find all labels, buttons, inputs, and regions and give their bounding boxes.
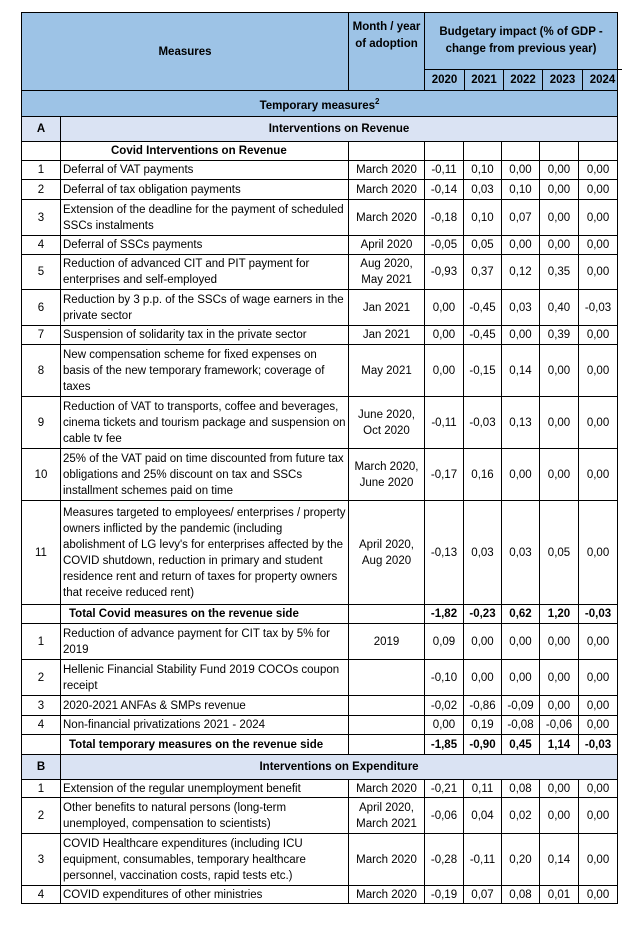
- table-row: [22, 716, 618, 735]
- other-revenue-row-value-2021: -0,86: [464, 696, 502, 716]
- covid-revenue-row-number: 6: [22, 290, 61, 326]
- table-row: [22, 449, 618, 501]
- expenditure-row-value-2020: -0,21: [425, 780, 464, 798]
- section-a-letter: A: [22, 117, 61, 142]
- covid-revenue-row-value-2020: -0,93: [425, 255, 464, 290]
- expenditure-row-value-2021: -0,11: [464, 834, 502, 886]
- table-row: [22, 397, 618, 449]
- expenditure-row-value-2023: 0,00: [540, 780, 579, 798]
- table-row: [22, 161, 618, 180]
- covid-revenue-row-value-2024: 0,00: [579, 180, 618, 200]
- covid-revenue-row-adoption-date: March 2020: [349, 180, 425, 200]
- covid-revenue-row-number: 1: [22, 161, 61, 180]
- expenditure-row-value-2020: -0,19: [425, 886, 464, 904]
- table-row: [22, 501, 618, 605]
- covid-revenue-row-value-2022: 0,00: [502, 161, 540, 180]
- covid-revenue-row-measure: 25% of the VAT paid on time discounted from future tax obligations and 25% discount on tax and SSCs installment schemes paid on time: [61, 449, 349, 501]
- covid-revenue-row-number: 9: [22, 397, 61, 449]
- covid-revenue-row-value-2021: 0,10: [464, 161, 502, 180]
- other-revenue-row-value-2021: 0,19: [464, 716, 502, 735]
- covid-title-date-blank: [349, 142, 425, 161]
- covid-revenue-row-value-2021: -0,03: [464, 397, 502, 449]
- expenditure-row-value-2024: 0,00: [579, 780, 618, 798]
- covid-revenue-row-value-2022: 0,10: [502, 180, 540, 200]
- covid-revenue-row-value-2024: 0,00: [579, 345, 618, 397]
- covid-revenue-row-value-2022: 0,00: [502, 449, 540, 501]
- covid-revenue-row-value-2023: 0,40: [540, 290, 579, 326]
- year-header-2024: 2024: [582, 69, 622, 90]
- covid-revenue-total-row-value-2022: 0,62: [502, 605, 540, 624]
- expenditure-row-measure: Other benefits to natural persons (long-term unemployed, compensation to scientists): [61, 798, 349, 834]
- covid-revenue-row-measure: Deferral of VAT payments: [61, 161, 349, 180]
- expenditure-row-value-2021: 0,04: [464, 798, 502, 834]
- header-row: [22, 13, 618, 91]
- other-revenue-row-value-2020: -0,10: [425, 660, 464, 696]
- covid-revenue-row-value-2024: 0,00: [579, 397, 618, 449]
- covid-revenue-row-value-2024: 0,00: [579, 161, 618, 180]
- other-revenue-row-number: 4: [22, 716, 61, 735]
- covid-revenue-row-measure: Reduction of advanced CIT and PIT payment for enterprises and self-employed: [61, 255, 349, 290]
- measures-header: Measures: [22, 13, 349, 91]
- other-revenue-row-adoption-date: 2019: [349, 624, 425, 660]
- other-revenue-row-measure: 2020-2021 ANFAs & SMPs revenue: [61, 696, 349, 716]
- covid-revenue-row-value-2023: 0,05: [540, 501, 579, 605]
- covid-revenue-row-value-2024: 0,00: [579, 200, 618, 236]
- covid-revenue-total-row-value-2021: -0,23: [464, 605, 502, 624]
- year-header-2020: 2020: [425, 69, 464, 90]
- other-revenue-row-value-2022: -0,08: [502, 716, 540, 735]
- covid-revenue-total-row-value-2020: -1,82: [425, 605, 464, 624]
- temporary-revenue-total-row-label: Total temporary measures on the revenue side: [61, 735, 349, 755]
- table-row: [22, 624, 618, 660]
- covid-revenue-row-value-2023: 0,00: [540, 397, 579, 449]
- other-revenue-row-measure: Reduction of advance payment for CIT tax by 5% for 2019: [61, 624, 349, 660]
- covid-revenue-row-measure: Extension of the deadline for the payment of scheduled SSCs instalments: [61, 200, 349, 236]
- expenditure-row-value-2023: 0,14: [540, 834, 579, 886]
- expenditure-row-number: 2: [22, 798, 61, 834]
- covid-revenue-row-value-2024: 0,00: [579, 326, 618, 345]
- expenditure-row-value-2020: -0,28: [425, 834, 464, 886]
- expenditure-row-value-2024: 0,00: [579, 886, 618, 904]
- temporary-title-text: Temporary measures: [259, 99, 376, 112]
- temporary-revenue-total-row-value-2022: 0,45: [502, 735, 540, 755]
- covid-title-value-blank: [464, 142, 502, 161]
- covid-revenue-row-value-2021: -0,45: [464, 326, 502, 345]
- covid-revenue-title: Covid Interventions on Revenue: [61, 142, 349, 161]
- covid-revenue-total-row: [22, 605, 618, 624]
- expenditure-row-value-2020: -0,06: [425, 798, 464, 834]
- covid-revenue-row-value-2024: 0,00: [579, 255, 618, 290]
- covid-revenue-row-value-2021: 0,03: [464, 501, 502, 605]
- covid-revenue-row-value-2023: 0,39: [540, 326, 579, 345]
- other-revenue-row-measure: Hellenic Financial Stability Fund 2019 COCOs coupon receipt: [61, 660, 349, 696]
- expenditure-row-value-2023: 0,00: [540, 798, 579, 834]
- expenditure-row-measure: Extension of the regular unemployment benefit: [61, 780, 349, 798]
- other-revenue-row-value-2022: 0,00: [502, 660, 540, 696]
- other-revenue-row-measure: Non-financial privatizations 2021 - 2024: [61, 716, 349, 735]
- covid-revenue-row-value-2022: 0,00: [502, 326, 540, 345]
- covid-revenue-row-value-2022: 0,13: [502, 397, 540, 449]
- covid-revenue-row-adoption-date: March 2020: [349, 200, 425, 236]
- covid-revenue-row-value-2021: 0,37: [464, 255, 502, 290]
- table-row: [22, 660, 618, 696]
- covid-revenue-row-value-2020: -0,11: [425, 161, 464, 180]
- covid-revenue-row-adoption-date: April 2020: [349, 236, 425, 255]
- covid-revenue-row-value-2024: -0,03: [579, 290, 618, 326]
- section-a-row: [22, 117, 618, 142]
- covid-revenue-total-row-value-2023: 1,20: [540, 605, 579, 624]
- covid-revenue-title-row: [22, 142, 618, 161]
- covid-revenue-row-number: 7: [22, 326, 61, 345]
- temporary-revenue-total-row-value-2024: -0,03: [579, 735, 618, 755]
- expenditure-row-number: 3: [22, 834, 61, 886]
- covid-revenue-row-value-2023: 0,00: [540, 180, 579, 200]
- year-header-2021: 2021: [464, 69, 503, 90]
- expenditure-row-adoption-date: March 2020: [349, 834, 425, 886]
- covid-revenue-row-value-2024: 0,00: [579, 501, 618, 605]
- table-row: [22, 180, 618, 200]
- expenditure-row-measure: COVID Healthcare expenditures (including ICU equipment, consumables, temporary healthcare personnel, vaccination costs, rapid tests etc.): [61, 834, 349, 886]
- other-revenue-row-value-2024: 0,00: [579, 624, 618, 660]
- covid-revenue-row-value-2024: 0,00: [579, 449, 618, 501]
- table-row: [22, 326, 618, 345]
- covid-revenue-row-number: 4: [22, 236, 61, 255]
- other-revenue-row-number: 3: [22, 696, 61, 716]
- covid-revenue-row-value-2022: 0,12: [502, 255, 540, 290]
- table-row: [22, 200, 618, 236]
- covid-revenue-row-value-2023: 0,00: [540, 236, 579, 255]
- temporary-revenue-total-row-blank: [22, 735, 61, 755]
- covid-revenue-row-measure: Reduction of VAT to transports, coffee and beverages, cinema tickets and tourism package and suspension on cable tv fee: [61, 397, 349, 449]
- covid-revenue-row-adoption-date: Aug 2020, May 2021: [349, 255, 425, 290]
- other-revenue-row-number: 1: [22, 624, 61, 660]
- expenditure-row-value-2022: 0,20: [502, 834, 540, 886]
- covid-revenue-row-adoption-date: May 2021: [349, 345, 425, 397]
- temporary-revenue-total-row-date-blank: [349, 735, 425, 755]
- covid-revenue-row-value-2021: 0,16: [464, 449, 502, 501]
- covid-revenue-total-row-label: Total Covid measures on the revenue side: [61, 605, 349, 624]
- other-revenue-row-number: 2: [22, 660, 61, 696]
- covid-title-value-blank: [540, 142, 579, 161]
- other-revenue-row-value-2022: -0,09: [502, 696, 540, 716]
- temporary-footnote-marker: 2: [375, 96, 380, 106]
- expenditure-row-value-2022: 0,02: [502, 798, 540, 834]
- section-b-letter: B: [22, 755, 61, 780]
- other-revenue-row-value-2023: -0,06: [540, 716, 579, 735]
- covid-revenue-row-measure: Suspension of solidarity tax in the private sector: [61, 326, 349, 345]
- covid-revenue-row-value-2023: 0,00: [540, 345, 579, 397]
- impact-header: [425, 13, 618, 91]
- covid-revenue-row-number: 3: [22, 200, 61, 236]
- year-header-2023: 2023: [542, 69, 582, 90]
- covid-revenue-row-adoption-date: Jan 2021: [349, 290, 425, 326]
- table-row: [22, 834, 618, 886]
- expenditure-row-value-2024: 0,00: [579, 834, 618, 886]
- covid-revenue-row-adoption-date: June 2020, Oct 2020: [349, 397, 425, 449]
- covid-revenue-total-row-date-blank: [349, 605, 425, 624]
- other-revenue-row-value-2024: 0,00: [579, 696, 618, 716]
- covid-revenue-row-value-2022: 0,03: [502, 290, 540, 326]
- expenditure-row-adoption-date: March 2020: [349, 780, 425, 798]
- covid-revenue-row-value-2021: -0,45: [464, 290, 502, 326]
- table-body: [22, 13, 618, 904]
- table-row: [22, 236, 618, 255]
- table-row: [22, 886, 618, 904]
- table-row: [22, 696, 618, 716]
- covid-revenue-row-value-2022: 0,07: [502, 200, 540, 236]
- covid-revenue-row-value-2024: 0,00: [579, 236, 618, 255]
- covid-revenue-total-row-value-2024: -0,03: [579, 605, 618, 624]
- covid-revenue-row-value-2023: 0,00: [540, 200, 579, 236]
- expenditure-row-value-2021: 0,11: [464, 780, 502, 798]
- temporary-measures-title: [22, 91, 618, 117]
- other-revenue-row-value-2023: 0,00: [540, 696, 579, 716]
- other-revenue-row-value-2022: 0,00: [502, 624, 540, 660]
- covid-revenue-row-value-2020: -0,11: [425, 397, 464, 449]
- other-revenue-row-value-2020: -0,02: [425, 696, 464, 716]
- table-row: [22, 345, 618, 397]
- covid-revenue-row-measure: Reduction by 3 p.p. of the SSCs of wage earners in the private sector: [61, 290, 349, 326]
- expenditure-row-value-2022: 0,08: [502, 780, 540, 798]
- other-revenue-row-value-2021: 0,00: [464, 624, 502, 660]
- expenditure-row-value-2021: 0,07: [464, 886, 502, 904]
- other-revenue-row-adoption-date: [349, 696, 425, 716]
- expenditure-row-value-2022: 0,08: [502, 886, 540, 904]
- covid-revenue-row-value-2022: 0,00: [502, 236, 540, 255]
- expenditure-row-adoption-date: April 2020, March 2021: [349, 798, 425, 834]
- covid-revenue-row-number: 8: [22, 345, 61, 397]
- covid-revenue-row-value-2020: -0,18: [425, 200, 464, 236]
- covid-revenue-row-value-2022: 0,14: [502, 345, 540, 397]
- expenditure-row-value-2024: 0,00: [579, 798, 618, 834]
- other-revenue-row-value-2020: 0,00: [425, 716, 464, 735]
- section-b-title: Interventions on Expenditure: [61, 755, 618, 780]
- covid-revenue-row-number: 11: [22, 501, 61, 605]
- other-revenue-row-adoption-date: [349, 716, 425, 735]
- expenditure-row-number: 4: [22, 886, 61, 904]
- covid-revenue-row-adoption-date: Jan 2021: [349, 326, 425, 345]
- covid-title-blank: [22, 142, 61, 161]
- covid-revenue-row-value-2021: 0,05: [464, 236, 502, 255]
- covid-title-value-blank: [502, 142, 540, 161]
- covid-revenue-row-value-2020: -0,13: [425, 501, 464, 605]
- table-row: [22, 255, 618, 290]
- covid-revenue-row-value-2020: 0,00: [425, 326, 464, 345]
- covid-revenue-row-value-2021: -0,15: [464, 345, 502, 397]
- covid-title-value-blank: [425, 142, 464, 161]
- covid-revenue-row-value-2020: 0,00: [425, 345, 464, 397]
- other-revenue-row-value-2021: 0,00: [464, 660, 502, 696]
- temporary-measures-row: [22, 91, 618, 117]
- covid-title-value-blank: [579, 142, 618, 161]
- covid-revenue-row-value-2021: 0,03: [464, 180, 502, 200]
- expenditure-row-number: 1: [22, 780, 61, 798]
- covid-revenue-row-number: 5: [22, 255, 61, 290]
- covid-revenue-row-number: 10: [22, 449, 61, 501]
- budget-measures-table: [21, 12, 618, 904]
- expenditure-row-adoption-date: March 2020: [349, 886, 425, 904]
- temporary-revenue-total-row-value-2023: 1,14: [540, 735, 579, 755]
- other-revenue-row-value-2024: 0,00: [579, 716, 618, 735]
- covid-revenue-row-measure: New compensation scheme for fixed expenses on basis of the new temporary framework; coverage of taxes: [61, 345, 349, 397]
- covid-revenue-row-measure: Measures targeted to employees/ enterprises / property owners inflicted by the pandemic (including abolishment of LG levy's for enterprises affected by the COVID shutdown, reduction in primary and student residence rent and return of taxes for property owners that receive reduced rent): [61, 501, 349, 605]
- covid-revenue-total-row-blank: [22, 605, 61, 624]
- year-header-row: [425, 69, 617, 90]
- other-revenue-row-value-2024: 0,00: [579, 660, 618, 696]
- covid-revenue-row-number: 2: [22, 180, 61, 200]
- covid-revenue-row-value-2021: 0,10: [464, 200, 502, 236]
- other-revenue-row-value-2020: 0,09: [425, 624, 464, 660]
- other-revenue-row-value-2023: 0,00: [540, 624, 579, 660]
- table-row: [22, 290, 618, 326]
- covid-revenue-row-value-2023: 0,00: [540, 161, 579, 180]
- year-header-2022: 2022: [503, 69, 542, 90]
- impact-header-text: Budgetary impact (% of GDP - change from previous year): [439, 26, 603, 55]
- month-year-header: Month / year of adoption: [349, 13, 425, 91]
- covid-revenue-row-measure: Deferral of SSCs payments: [61, 236, 349, 255]
- section-b-row: [22, 755, 618, 780]
- covid-revenue-row-measure: Deferral of tax obligation payments: [61, 180, 349, 200]
- section-a-title: Interventions on Revenue: [61, 117, 618, 142]
- covid-revenue-row-value-2020: 0,00: [425, 290, 464, 326]
- covid-revenue-row-adoption-date: March 2020: [349, 161, 425, 180]
- covid-revenue-row-adoption-date: March 2020, June 2020: [349, 449, 425, 501]
- temporary-revenue-total-row-value-2020: -1,85: [425, 735, 464, 755]
- expenditure-row-value-2023: 0,01: [540, 886, 579, 904]
- expenditure-row-measure: COVID expenditures of other ministries: [61, 886, 349, 904]
- other-revenue-row-value-2023: 0,00: [540, 660, 579, 696]
- covid-revenue-row-value-2020: -0,05: [425, 236, 464, 255]
- budget-table-container: [21, 12, 617, 904]
- other-revenue-row-adoption-date: [349, 660, 425, 696]
- temporary-revenue-total-row-value-2021: -0,90: [464, 735, 502, 755]
- table-row: [22, 798, 618, 834]
- covid-revenue-row-value-2020: -0,14: [425, 180, 464, 200]
- covid-revenue-row-value-2020: -0,17: [425, 449, 464, 501]
- covid-revenue-row-value-2023: 0,00: [540, 449, 579, 501]
- covid-revenue-row-value-2022: 0,03: [502, 501, 540, 605]
- covid-revenue-row-adoption-date: April 2020, Aug 2020: [349, 501, 425, 605]
- temporary-revenue-total-row: [22, 735, 618, 755]
- table-row: [22, 780, 618, 798]
- covid-revenue-row-value-2023: 0,35: [540, 255, 579, 290]
